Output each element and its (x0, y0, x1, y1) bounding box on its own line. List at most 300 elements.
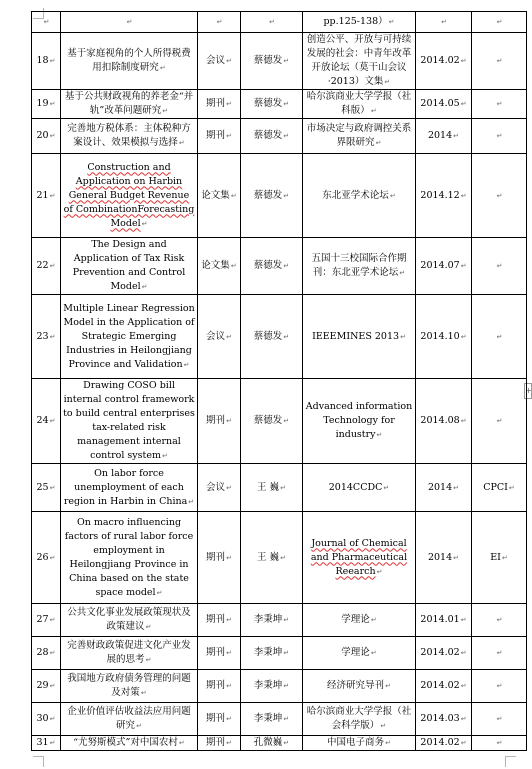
publish-date[interactable] (416, 604, 472, 637)
row-number[interactable] (32, 464, 61, 512)
paragraph-mark-icon: ↵ (376, 431, 383, 439)
index-type[interactable] (472, 33, 527, 90)
paragraph-mark-icon: ↵ (283, 132, 290, 140)
paper-title[interactable] (61, 736, 198, 751)
paragraph-mark-icon: ↵ (145, 656, 152, 664)
author-name[interactable] (241, 238, 303, 295)
publish-date-text: 2014 (427, 130, 453, 141)
author-name[interactable] (241, 512, 303, 604)
paragraph-mark-icon: ↵ (49, 332, 56, 341)
paragraph-mark-icon: ↵ (226, 332, 232, 341)
paragraph-mark-icon: ↵ (460, 649, 467, 657)
publication-source-text: 学理论 (341, 647, 370, 658)
publish-date-text: 2014.05 (420, 98, 460, 109)
publication-source[interactable] (303, 379, 416, 464)
publish-date-text: 2014.02 (420, 680, 460, 691)
publication-type[interactable] (198, 238, 241, 295)
paper-title-text: Construction and Application on Harbin General Budget Revenue of CombinationForecasting Model (63, 161, 195, 229)
paragraph-mark-icon: ↵ (141, 283, 148, 291)
row-number-text: 27 (36, 614, 49, 625)
publish-date[interactable] (416, 90, 472, 119)
paper-title-text: 公共文化事业发展政策现状及政策建议 (67, 607, 191, 632)
publish-date-text: 2014.08 (420, 415, 460, 426)
paper-title[interactable] (61, 295, 198, 379)
paragraph-mark-icon: ↵ (496, 417, 503, 425)
author-name-text: 王 巍 (257, 481, 280, 493)
publish-date-text: 2014.01 (420, 614, 460, 625)
paragraph-mark-icon: ↵ (156, 588, 163, 597)
paper-title[interactable] (61, 604, 198, 637)
paragraph-mark-icon: ↵ (183, 360, 190, 369)
author-name-text: 蔡德发 (253, 415, 283, 426)
publish-date[interactable] (416, 637, 472, 670)
row-number[interactable] (32, 154, 61, 238)
publication-type[interactable] (198, 512, 241, 604)
table-row (32, 670, 527, 703)
publish-date[interactable] (416, 703, 472, 736)
publish-date-text: 2014.02 (420, 647, 460, 658)
publication-type[interactable] (198, 464, 241, 512)
row-number-text: 28 (36, 647, 49, 658)
paragraph-mark-icon: ↵ (43, 18, 50, 26)
paragraph-mark-icon: ↵ (141, 219, 148, 228)
paragraph-mark-icon: ↵ (269, 18, 275, 26)
author-name-text: 李秉坤 (253, 713, 283, 724)
paragraph-mark-icon: ↵ (496, 332, 503, 341)
table-row (32, 703, 527, 736)
author-name-text: 蔡德发 (253, 55, 283, 66)
publication-type[interactable] (198, 736, 241, 751)
publication-source-text: 哈尔滨商业大学学报（社科版） (306, 91, 412, 116)
publication-type-text: 期刊 (206, 680, 226, 691)
paper-title[interactable] (61, 670, 198, 703)
paragraph-mark-icon: ↵ (385, 682, 391, 690)
row-number-text: 31 (36, 737, 49, 748)
paragraph-mark-icon: ↵ (49, 132, 56, 140)
paragraph-mark-icon: ↵ (460, 739, 467, 747)
paper-title[interactable] (61, 154, 198, 238)
row-number-text: 19 (36, 98, 49, 109)
publish-date[interactable] (416, 119, 472, 154)
row-number[interactable] (32, 119, 61, 154)
row-number[interactable] (32, 90, 61, 119)
row-number-text: 25 (36, 481, 49, 493)
paragraph-mark-icon: ↵ (226, 715, 232, 723)
paragraph-mark-icon: ↵ (460, 715, 467, 723)
author-name[interactable] (241, 670, 303, 703)
publication-type[interactable] (198, 295, 241, 379)
author-name-text: 王 巍 (257, 551, 280, 563)
paragraph-mark-icon: ↵ (49, 57, 56, 65)
paper-title-text: 基于公共财政视角的养老金“并轨”改革问题研究 (64, 91, 194, 116)
index-type[interactable] (472, 295, 527, 379)
paragraph-mark-icon: ↵ (370, 107, 377, 115)
publication-type[interactable] (198, 604, 241, 637)
paragraph-mark-icon: ↵ (375, 139, 382, 147)
index-type[interactable] (472, 379, 527, 464)
empty-cell (416, 12, 472, 33)
paragraph-mark-icon: ↵ (49, 262, 56, 270)
paragraph-mark-icon: ↵ (283, 739, 290, 747)
publication-type-text: 期刊 (206, 713, 226, 724)
paragraph-mark-icon: ↵ (188, 497, 195, 506)
publication-type-text: 论文集 (201, 189, 230, 201)
paper-title[interactable] (61, 33, 198, 90)
index-type[interactable] (472, 637, 527, 670)
publication-source[interactable] (303, 637, 416, 670)
index-type[interactable] (472, 119, 527, 154)
table-row (32, 154, 527, 238)
paper-title[interactable] (61, 238, 198, 295)
empty-cell (61, 12, 198, 33)
table-row (32, 512, 527, 604)
paper-title-text: 基于家庭视角的个人所得税费用扣除制度研究 (67, 48, 191, 73)
publication-source (303, 12, 416, 33)
publication-type-text: 期刊 (206, 415, 226, 426)
author-name-text: 李秉坤 (253, 614, 283, 625)
publication-source[interactable] (303, 670, 416, 703)
crop-mark-bottom-right (505, 756, 516, 767)
author-name[interactable] (241, 703, 303, 736)
publication-type[interactable] (198, 119, 241, 154)
paragraph-mark-icon: ↵ (230, 262, 237, 270)
paragraph-mark-icon: ↵ (49, 100, 56, 108)
paragraph-mark-icon: ↵ (496, 682, 503, 690)
publication-source[interactable] (303, 736, 416, 751)
index-type[interactable] (472, 464, 527, 512)
paragraph-mark-icon: ↵ (496, 132, 503, 140)
paper-title-text: 企业价值评估收益法应用问题研究 (67, 706, 191, 731)
empty-cell (241, 12, 303, 33)
paragraph-mark-icon: ↵ (226, 682, 232, 690)
author-name[interactable] (241, 33, 303, 90)
publication-source-text: 经济研究导刊 (327, 680, 385, 691)
index-type[interactable] (472, 670, 527, 703)
table-row (32, 379, 527, 464)
publish-date[interactable] (416, 464, 472, 512)
author-name[interactable] (241, 464, 303, 512)
paragraph-mark-icon: ↵ (280, 483, 286, 492)
publish-date[interactable] (416, 238, 472, 295)
paragraph-mark-icon: ↵ (226, 553, 232, 562)
paragraph-mark-icon: ↵ (226, 616, 232, 624)
row-number-text: 23 (36, 330, 49, 342)
paragraph-mark-icon: ↵ (49, 649, 56, 657)
paragraph-mark-icon: ↵ (496, 739, 503, 747)
publish-date-text: 2014.02 (420, 55, 460, 66)
publication-source[interactable] (303, 33, 416, 90)
author-name[interactable] (241, 90, 303, 119)
paragraph-mark-icon: ↵ (460, 682, 467, 690)
crop-mark-bottom-left (33, 756, 44, 767)
paragraph-mark-icon: ↵ (460, 191, 467, 200)
paper-title-text: On macro influencing factors of rural labor force employment in Heilongjiang Province in China based on the state space model (64, 516, 194, 598)
publish-date-text: 2014.02 (420, 737, 460, 748)
author-name-text: 蔡德发 (253, 260, 283, 271)
author-name-text: 蔡德发 (253, 330, 283, 342)
index-type[interactable] (472, 703, 527, 736)
paragraph-mark-icon: ↵ (389, 191, 396, 200)
paper-title-text: The Design and Application of Tax Risk Prevention and Control Model (72, 239, 186, 292)
publication-source[interactable] (303, 154, 416, 238)
index-type[interactable] (472, 238, 527, 295)
row-number[interactable] (32, 512, 61, 604)
publication-source-text: 市场决定与政府调控关系界限研究 (306, 123, 412, 148)
index-type[interactable] (472, 154, 527, 238)
paragraph-mark-icon: ↵ (136, 722, 142, 730)
index-type[interactable] (472, 512, 527, 604)
publication-source-text: Advanced information Technology for industry (305, 401, 413, 440)
paragraph-mark-icon: ↵ (226, 483, 232, 492)
publication-type[interactable] (198, 379, 241, 464)
paragraph-mark-icon: ↵ (508, 483, 515, 492)
author-name-text: 蔡德发 (253, 98, 283, 109)
publish-date[interactable] (416, 33, 472, 90)
table-row (32, 736, 527, 751)
paragraph-mark-icon: ↵ (49, 417, 56, 425)
publication-type-text: 会议 (206, 481, 226, 493)
empty-cell (472, 12, 527, 33)
table-row-continued (32, 12, 527, 33)
paragraph-mark-icon: ↵ (376, 567, 383, 576)
row-number-text: 26 (36, 551, 49, 563)
index-type-text: EI (490, 551, 501, 563)
paragraph-mark-icon: ↵ (283, 100, 290, 108)
paragraph-mark-icon: ↵ (400, 332, 406, 341)
paragraph-mark-icon: ↵ (496, 57, 503, 65)
author-name-text: 李秉坤 (253, 680, 283, 691)
publication-source-text: 学理论 (341, 614, 370, 625)
publish-date[interactable] (416, 154, 472, 238)
publication-type-text: 期刊 (206, 551, 226, 563)
paper-title[interactable] (61, 379, 198, 464)
publication-source[interactable] (303, 238, 416, 295)
paragraph-mark-icon: ↵ (159, 64, 166, 72)
paper-title[interactable] (61, 637, 198, 670)
table-row (32, 119, 527, 154)
paper-title-text: 完善地方税体系：主体税种方案设计、效果模拟与选择 (67, 123, 191, 148)
publication-type-text: 期刊 (206, 98, 226, 109)
paragraph-mark-icon: ↵ (460, 100, 467, 108)
author-name[interactable] (241, 119, 303, 154)
publication-source[interactable] (303, 295, 416, 379)
author-name[interactable] (241, 379, 303, 464)
row-number[interactable] (32, 379, 61, 464)
author-name[interactable] (241, 604, 303, 637)
row-number-text: 20 (36, 130, 49, 141)
publication-source-text: 东北亚学术论坛 (322, 189, 389, 201)
paragraph-mark-icon: ↵ (460, 57, 467, 65)
table-row (32, 464, 527, 512)
paragraph-mark-icon: ↵ (280, 553, 286, 562)
paragraph-mark-icon: ↵ (230, 191, 237, 200)
paragraph-mark-icon: ↵ (283, 417, 290, 425)
paragraph-mark-icon: ↵ (49, 553, 56, 562)
paragraph-mark-icon: ↵ (460, 262, 467, 270)
row-number-text: 30 (36, 713, 49, 724)
paragraph-mark-icon: ↵ (385, 739, 391, 747)
table-row (32, 238, 527, 295)
publish-date[interactable] (416, 736, 472, 751)
paper-title[interactable] (61, 119, 198, 154)
paper-title-text: Multiple Linear Regression Model in the Application of Strategic Emerging Industries in Heilongjiang Province and Validation (63, 302, 195, 370)
author-name-text: 孔微巍 (253, 737, 283, 748)
paragraph-mark-icon: ↵ (399, 269, 406, 277)
publication-source[interactable] (303, 512, 416, 604)
paragraph-mark-icon: ↵ (162, 107, 169, 115)
row-number[interactable] (32, 670, 61, 703)
paragraph-mark-icon: ↵ (460, 616, 467, 624)
paragraph-mark-icon: ↵ (283, 57, 290, 65)
paragraph-mark-icon: ↵ (126, 18, 133, 26)
paragraph-mark-icon: ↵ (226, 57, 232, 65)
publish-date-text: 2014 (427, 481, 453, 493)
paragraph-mark-icon: ↵ (496, 616, 503, 624)
author-name[interactable] (241, 154, 303, 238)
publication-type-text: 期刊 (206, 647, 226, 658)
row-number[interactable] (32, 295, 61, 379)
publication-type-text: 期刊 (206, 614, 226, 625)
publication-type-text: 期刊 (206, 737, 226, 748)
publication-type[interactable] (198, 90, 241, 119)
publication-source[interactable] (303, 703, 416, 736)
paragraph-mark-icon: ↵ (140, 689, 147, 697)
publication-source-text: 创造公平、开放与可持续发展的社会：中青年改革开放论坛（莫干山会议·2013）文集 (306, 34, 412, 87)
paragraph-mark-icon: ↵ (370, 649, 377, 657)
author-name-text: 蔡德发 (253, 130, 283, 141)
publication-source-text: 五国十三校国际合作期刊：东北亚学术论坛 (311, 253, 407, 278)
publish-date[interactable] (416, 295, 472, 379)
index-type-text: CPCI (483, 481, 508, 493)
table-resize-handle-icon[interactable]: + (524, 383, 532, 399)
publish-date[interactable] (416, 670, 472, 703)
paragraph-mark-icon: ↵ (283, 262, 290, 270)
row-number[interactable] (32, 33, 61, 90)
paragraph-mark-icon: ↵ (496, 18, 503, 26)
publication-source[interactable] (303, 464, 416, 512)
paragraph-mark-icon: ↵ (283, 332, 290, 341)
paragraph-mark-icon: ↵ (49, 682, 56, 690)
paragraph-mark-icon: ↵ (49, 739, 56, 747)
paragraph-mark-icon: ↵ (384, 78, 391, 86)
row-number[interactable] (32, 604, 61, 637)
publish-date[interactable] (416, 512, 472, 604)
paragraph-mark-icon: ↵ (216, 18, 223, 26)
paper-title-text: “尤努斯模式”对中国农村 (73, 737, 178, 748)
publication-type-text: 会议 (206, 55, 226, 66)
paragraph-mark-icon: ↵ (496, 191, 503, 200)
paragraph-mark-icon: ↵ (226, 132, 232, 140)
paper-title[interactable] (61, 464, 198, 512)
paragraph-mark-icon: ↵ (496, 262, 503, 270)
publication-source[interactable] (303, 119, 416, 154)
row-number[interactable] (32, 736, 61, 751)
row-number[interactable] (32, 637, 61, 670)
paragraph-mark-icon: ↵ (460, 417, 467, 425)
table-row (32, 604, 527, 637)
paragraph-mark-icon: ↵ (453, 483, 460, 492)
author-name[interactable] (241, 637, 303, 670)
publication-type-text: 会议 (206, 330, 226, 342)
row-number-text: 29 (36, 680, 49, 691)
paragraph-mark-icon: ↵ (49, 191, 56, 200)
row-number[interactable] (32, 703, 61, 736)
publication-source-text: 中国电子商务 (327, 737, 385, 748)
row-number[interactable] (32, 238, 61, 295)
paragraph-mark-icon: ↵ (453, 132, 460, 140)
paragraph-mark-icon: ↵ (453, 553, 460, 562)
publication-type[interactable] (198, 154, 241, 238)
paragraph-mark-icon: ↵ (49, 715, 56, 723)
publication-type[interactable] (198, 670, 241, 703)
publication-source-text: 哈尔滨商业大学学报（社会科学版） (306, 706, 412, 731)
publication-source-text: Journal of Chemical and Pharmaceutical Reearch (310, 537, 408, 577)
paragraph-mark-icon: ↵ (162, 452, 168, 460)
paper-title-text: 完善财政政策促进文化产业发展的思考 (67, 640, 191, 665)
paper-title[interactable] (61, 512, 198, 604)
publication-type-text: 论文集 (201, 260, 230, 271)
paper-title-text: Drawing COSO bill internal control framework to build central enterprises tax-related risk management internal control system (63, 380, 195, 461)
table-row (32, 295, 527, 379)
paragraph-mark-icon: ↵ (496, 715, 503, 723)
publication-source-text: pp.125-138） (323, 16, 388, 27)
paper-title-text: On labor force unemployment of each region in Harbin in China (63, 467, 188, 507)
empty-cell (32, 12, 61, 33)
index-type[interactable] (472, 604, 527, 637)
author-name-text: 李秉坤 (253, 647, 283, 658)
publication-source[interactable] (303, 604, 416, 637)
paragraph-mark-icon: ↵ (283, 649, 290, 657)
publication-source-text: IEEEMINES 2013 (312, 330, 400, 342)
publication-source[interactable] (303, 90, 416, 119)
paper-title[interactable] (61, 90, 198, 119)
publication-type[interactable] (198, 33, 241, 90)
paragraph-mark-icon: ↵ (178, 139, 185, 147)
paper-title[interactable] (61, 703, 198, 736)
paragraph-mark-icon: ↵ (178, 739, 185, 747)
table-row (32, 637, 527, 670)
row-number-text: 24 (36, 415, 49, 426)
papers-table (31, 11, 527, 751)
publish-date-text: 2014 (427, 551, 453, 563)
publication-type[interactable] (198, 703, 241, 736)
author-name[interactable] (241, 736, 303, 751)
paragraph-mark-icon: ↵ (501, 553, 508, 562)
author-name[interactable] (241, 295, 303, 379)
publication-type-text: 期刊 (206, 130, 226, 141)
paragraph-mark-icon: ↵ (380, 722, 387, 730)
paragraph-mark-icon: ↵ (226, 739, 232, 747)
paragraph-mark-icon: ↵ (460, 332, 467, 341)
empty-cell (198, 12, 241, 33)
publish-date-text: 2014.10 (420, 330, 460, 342)
paragraph-mark-icon: ↵ (283, 715, 290, 723)
paragraph-mark-icon: ↵ (283, 616, 290, 624)
row-number-text: 21 (36, 189, 49, 201)
publication-type[interactable] (198, 637, 241, 670)
paragraph-mark-icon: ↵ (496, 100, 503, 108)
row-number-text: 18 (36, 55, 49, 66)
publish-date[interactable] (416, 379, 472, 464)
index-type[interactable] (472, 90, 527, 119)
paragraph-mark-icon: ↵ (49, 616, 56, 624)
paragraph-mark-icon: ↵ (283, 191, 290, 200)
table-row (32, 33, 527, 90)
index-type[interactable] (472, 736, 527, 751)
paragraph-mark-icon: ↵ (441, 18, 447, 26)
paragraph-mark-icon: ↵ (496, 649, 503, 657)
paragraph-mark-icon: ↵ (388, 18, 395, 26)
